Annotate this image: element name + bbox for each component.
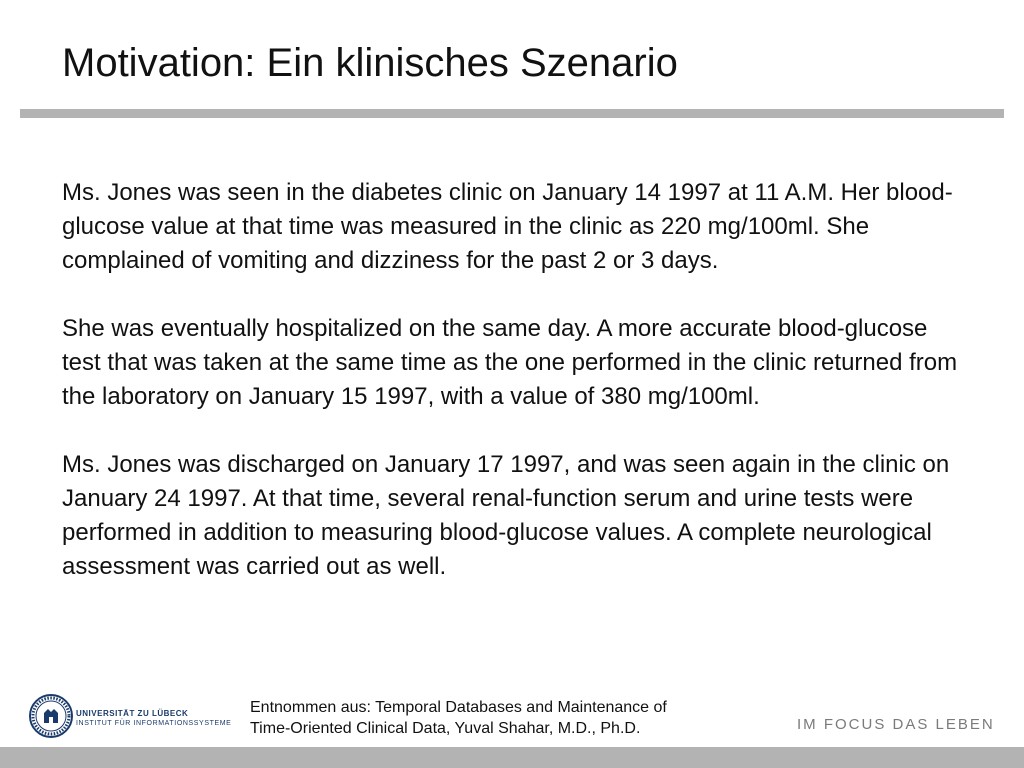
slide-title: Motivation: Ein klinisches Szenario: [62, 41, 678, 85]
university-seal-icon: [28, 693, 74, 739]
paragraph-visit: Ms. Jones was seen in the diabetes clinic on January 14 1997 at 11 A.M. Her blood-glucose value at that time was measured in the clinic as 220 mg/100ml. She complained of vomiting and dizziness for the past 2 or 3 days.: [62, 179, 953, 274]
title-divider: [20, 109, 1004, 118]
citation-line-2: Time-Oriented Clinical Data, Yuval Shahar, M.D., Ph.D.: [250, 720, 641, 737]
citation-line-1: Entnommen aus: Temporal Databases and Maintenance of: [250, 699, 667, 716]
slide-body: [62, 176, 962, 618]
university-logo: [28, 693, 268, 743]
slogan: IM FOCUS DAS LEBEN: [797, 716, 995, 733]
university-name: UNIVERSITÄT ZU LÜBECK: [76, 709, 189, 718]
citation: [250, 697, 667, 739]
paragraph-hospitalization: She was eventually hospitalized on the same day. A more accurate blood-glucose test that was taken at the same time as the one performed in the clinic returned from the laboratory on January 15 1997, with a value of 380 mg/100ml.: [62, 315, 958, 410]
paragraph-discharge: Ms. Jones was discharged on January 17 1997, and was seen again in the clinic on January 24 1997. At that time, several renal-function serum and urine tests were performed in addition to measuring blood-glucose values. A complete neurological assessment was carried out as well.: [62, 451, 950, 580]
footer-bar: [0, 747, 1024, 768]
institute-name: INSTITUT FÜR INFORMATIONSSYSTEME: [76, 720, 232, 727]
